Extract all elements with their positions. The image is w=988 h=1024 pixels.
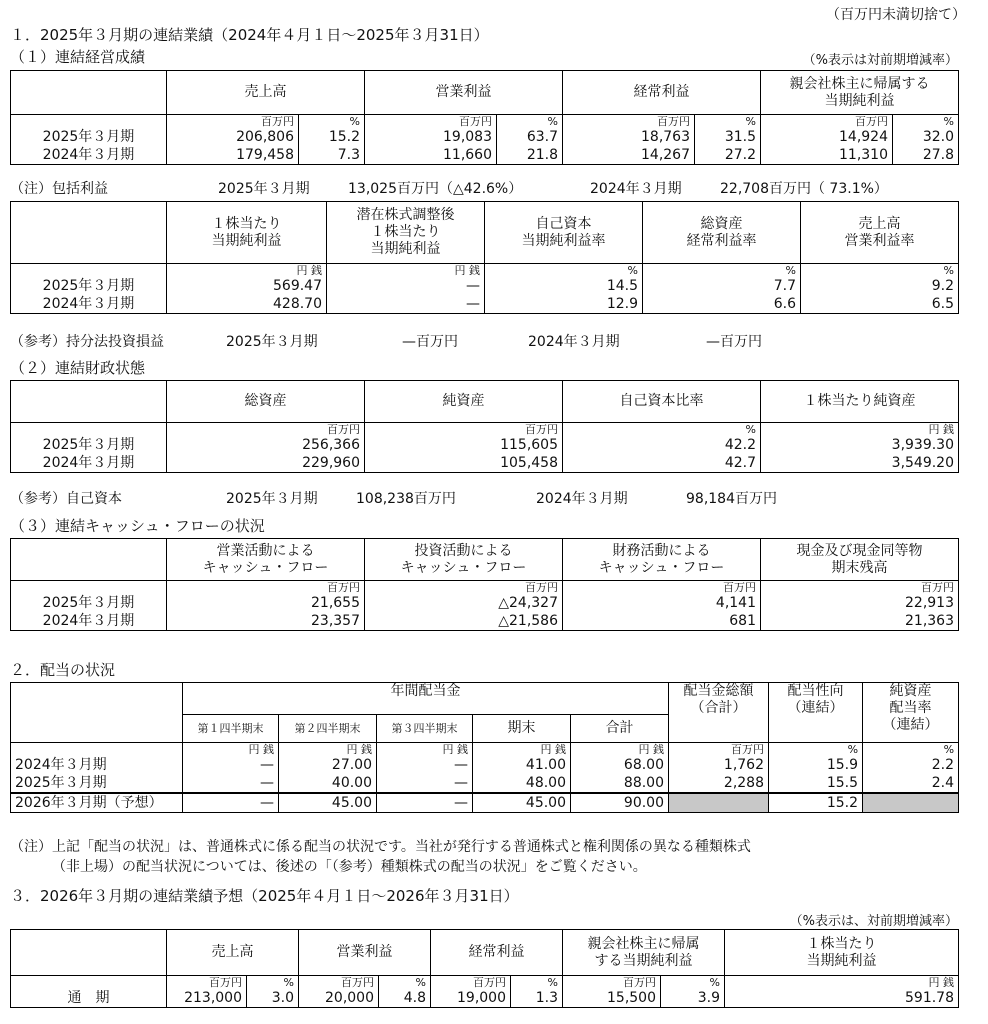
header-sales: 売上高 [167,71,365,115]
table-row [11,436,959,454]
table-row [11,989,959,1008]
table-cell: 88.00 [571,774,669,793]
table-cell: △24,327 [365,594,563,612]
note-value: 22,708百万円（ 73.1%） [720,181,888,197]
header-operating-cf: 営業活動による キャッシュ・フロー [167,539,365,581]
unit-label: 百万円 [365,581,563,595]
header-cash-balance: 現金及び現金同等物 期末残高 [761,539,959,581]
table-row-forecast [11,793,959,813]
per-share-table [10,201,959,314]
table-cell: 22,913 [761,594,959,612]
comprehensive-income-note [10,178,888,198]
header-diluted-eps: 潜在株式調整後 １株当たり 当期純利益 [327,202,485,264]
header-total-assets: 総資産 [167,381,365,423]
unit-label: % [247,976,299,990]
table-cell: 256,366 [167,436,365,454]
table-cell: 213,000 [167,989,247,1008]
header-payout-ratio: 配当性向 （連結） [769,683,863,743]
table-cell: 48.00 [473,774,571,793]
table-row [11,612,959,631]
header-total: 合計 [571,715,669,743]
table-cell: 3.9 [661,989,725,1008]
table-row [11,594,959,612]
header-total-dividends: 配当金総額 （合計） [669,683,769,743]
header-dividend-to-equity: 純資産 配当率 （連結） [863,683,959,743]
unit-label: % [801,264,959,278]
unit-label: 百万円 [365,423,563,437]
section2-title: ２．配当の状況 [10,661,116,679]
header-blank [11,683,183,715]
row-label: 2024年３月期 [11,295,167,314]
table-cell: 40.00 [279,774,377,793]
table-cell: 2.4 [863,774,959,793]
table-cell: — [377,793,473,813]
unit-label: 百万円 [761,115,893,129]
forecast-table [10,929,959,1008]
unit-label: 百万円 [365,115,497,129]
note-value: —百万円 [706,334,762,350]
unit-label: 百万円 [431,976,511,990]
table-cell: — [327,277,485,295]
section3-title: ３．2026年３月期の連結業績予想（2025年４月１日～2026年３月31日） [10,887,519,905]
table-cell: — [377,756,473,774]
table-cell: 18,763 [563,128,695,146]
table-cell: 14,267 [563,146,695,165]
unit-label: 百万円 [563,976,661,990]
header-ordinary-income: 経常利益 [431,930,563,976]
table-cell: 1,762 [669,756,769,774]
header-equity-ratio: 自己資本比率 [563,381,761,423]
header-year-end: 期末 [473,715,571,743]
table-cell: 115,605 [365,436,563,454]
dividends-table [10,682,959,813]
operating-results-table [10,70,959,165]
header-sales: 売上高 [167,930,299,976]
table-cell: 591.78 [725,989,959,1008]
unit-label: % [511,976,563,990]
unit-label: 百万円 [563,581,761,595]
table-cell: 45.00 [279,793,377,813]
subsection-cash-flows: （３）連結キャッシュ・フローの状況 [10,517,265,535]
table-cell: — [327,295,485,314]
financial-position-table [10,380,959,473]
table-cell: 15.2 [769,793,863,813]
table-cell: 41.00 [473,756,571,774]
table-cell: 90.00 [571,793,669,813]
row-label: 2024年３月期 [11,454,167,473]
row-label: 2024年３月期 [11,756,183,774]
row-label: 2024年３月期 [11,612,167,631]
table-cell: 12.9 [485,295,643,314]
table-cell: 569.47 [167,277,327,295]
table-cell: 15.5 [769,774,863,793]
table-cell: 45.00 [473,793,571,813]
table-row [11,146,959,165]
table-cell: △21,586 [365,612,563,631]
header-operating-income: 営業利益 [299,930,431,976]
note-value: 108,238百万円 [356,491,456,507]
note-period: 2024年３月期 [590,181,682,197]
header-blank [11,202,167,264]
table-cell: 7.3 [299,146,365,165]
table-cell: 4.8 [379,989,431,1008]
table-cell: 21,363 [761,612,959,631]
table-cell: 7.7 [643,277,801,295]
header-financing-cf: 財務活動による キャッシュ・フロー [563,539,761,581]
unit-label: 百万円 [761,581,959,595]
table-cell: 3,939.30 [761,436,959,454]
unit-label: % [695,115,761,129]
header-operating-income: 営業利益 [365,71,563,115]
table-cell: 3,549.20 [761,454,959,473]
table-cell: 15.2 [299,128,365,146]
row-label: 2024年３月期 [11,146,167,165]
section1-title: １．2025年３月期の連結業績（2024年４月１日～2025年３月31日） [10,26,489,44]
note-label: （参考）持分法投資損益 [10,334,164,350]
unit-label: 百万円 [167,976,247,990]
note-value: —百万円 [402,334,458,350]
table-cell: 206,806 [167,128,299,146]
row-label: 2026年３月期（予想） [11,793,183,813]
table-cell: 11,660 [365,146,497,165]
table-cell: — [377,774,473,793]
table-row [11,756,959,774]
note-label: （注）包括利益 [10,181,108,197]
header-net-income: 親会社株主に帰属 する当期純利益 [563,930,725,976]
table-cell: — [183,756,279,774]
header-net-assets: 純資産 [365,381,563,423]
header-investing-cf: 投資活動による キャッシュ・フロー [365,539,563,581]
table-cell: 23,357 [167,612,365,631]
unit-label: 百万円 [167,115,299,129]
table-cell: 428.70 [167,295,327,314]
table-cell: 27.8 [893,146,959,165]
table-cell: 42.7 [563,454,761,473]
table-cell: 42.2 [563,436,761,454]
unit-label: 百万円 [167,423,365,437]
table-cell: 11,310 [761,146,893,165]
note-value: 98,184百万円 [686,491,777,507]
unit-note: （百万円未満切捨て） [826,7,966,23]
row-label: 2025年３月期 [11,128,167,146]
table-cell: 179,458 [167,146,299,165]
note-period: 2024年３月期 [536,491,628,507]
table-cell: 3.0 [247,989,299,1008]
unit-label: 百万円 [167,581,365,595]
unit-label: 円 銭 [473,743,571,757]
table-cell: 19,083 [365,128,497,146]
header-q3: 第３四半期末 [377,715,473,743]
header-blank [11,930,167,976]
table-cell: 1.3 [511,989,563,1008]
unit-label: 円 銭 [167,264,327,278]
note-label: （参考）自己資本 [10,491,122,507]
table-cell: 21.8 [497,146,563,165]
table-cell: 681 [563,612,761,631]
unit-label: 円 銭 [327,264,485,278]
table-cell: 4,141 [563,594,761,612]
header-q2: 第２四半期末 [279,715,377,743]
equity-method-note [10,331,762,351]
cash-flow-table [10,538,959,631]
table-cell: 15.9 [769,756,863,774]
unit-label: 円 銭 [571,743,669,757]
row-label: 2025年３月期 [11,774,183,793]
equity-capital-note [10,488,777,508]
pct-note: （%表示は対前期増減率） [802,53,958,68]
table-cell: 27.00 [279,756,377,774]
table-cell: 68.00 [571,756,669,774]
header-operating-margin: 売上高 営業利益率 [801,202,959,264]
note-period: 2024年３月期 [528,334,620,350]
header-roa: 総資産 経常利益率 [643,202,801,264]
unit-label: 百万円 [563,115,695,129]
header-eps: １株当たり 当期純利益 [725,930,959,976]
table-row [11,277,959,295]
note-period: 2025年３月期 [226,491,318,507]
unit-label: % [643,264,801,278]
unit-label: % [661,976,725,990]
header-ordinary-income: 経常利益 [563,71,761,115]
table-cell: 31.5 [695,128,761,146]
table-cell: 6.6 [643,295,801,314]
table-cell: 229,960 [167,454,365,473]
table-cell: 105,458 [365,454,563,473]
table-row [11,774,959,793]
header-blank [11,381,167,423]
note-period: 2025年３月期 [226,334,318,350]
note-value: 13,025百万円（△42.6%） [348,181,523,197]
unit-label: % [497,115,563,129]
header-annual-dividends: 年間配当金 [183,683,669,715]
header-net-income: 親会社株主に帰属する 当期純利益 [761,71,959,115]
unit-label: % [485,264,643,278]
table-row [11,454,959,473]
table-cell: 21,655 [167,594,365,612]
table-cell: 19,000 [431,989,511,1008]
note-period: 2025年３月期 [218,181,310,197]
table-cell: 2.2 [863,756,959,774]
unit-label: 百万円 [669,743,769,757]
table-cell: — [183,793,279,813]
table-cell: 6.5 [801,295,959,314]
row-label: 2025年３月期 [11,594,167,612]
row-label: 2025年３月期 [11,436,167,454]
header-eps: １株当たり 当期純利益 [167,202,327,264]
unit-label: 百万円 [299,976,379,990]
row-label: 2025年３月期 [11,277,167,295]
table-row [11,128,959,146]
header-blank [11,539,167,581]
unit-label: 円 銭 [183,743,279,757]
row-label: 通 期 [11,989,167,1008]
header-roe: 自己資本 当期純利益率 [485,202,643,264]
table-cell: 2,288 [669,774,769,793]
unit-label: 円 銭 [761,423,959,437]
unit-label: % [769,743,863,757]
table-cell: 32.0 [893,128,959,146]
unit-label: % [863,743,959,757]
table-cell: 20,000 [299,989,379,1008]
subsection-financial-position: （２）連結財政状態 [10,359,146,377]
table-cell: 15,500 [563,989,661,1008]
unit-label: % [893,115,959,129]
header-blank [11,71,167,115]
unit-label: % [379,976,431,990]
table-cell: 14,924 [761,128,893,146]
unit-label: 円 銭 [377,743,473,757]
header-q1: 第１四半期末 [183,715,279,743]
unit-label: % [563,423,761,437]
table-cell: 9.2 [801,277,959,295]
dividend-note-line2: （非上場）の配当状況については、後述の「（参考）種類株式の配当の状況」をご覧ください。 [52,859,647,875]
header-bps: １株当たり純資産 [761,381,959,423]
unit-label: 円 銭 [725,976,959,990]
forecast-pct-note: （%表示は、対前期増減率） [789,914,958,929]
table-row [11,295,959,314]
table-cell: — [183,774,279,793]
subsection-operating-results: （１）連結経営成績 [10,48,146,66]
table-cell: 14.5 [485,277,643,295]
dividend-note-line1: （注）上記「配当の状況」は、普通株式に係る配当の状況です。当社が発行する普通株式と権利関係の異なる種類株式 [10,839,751,855]
header-blank [11,715,183,743]
table-cell: 63.7 [497,128,563,146]
unit-label: 円 銭 [279,743,377,757]
table-cell-shaded [863,793,959,813]
table-cell: 27.2 [695,146,761,165]
table-cell-shaded [669,793,769,813]
unit-label: % [299,115,365,129]
